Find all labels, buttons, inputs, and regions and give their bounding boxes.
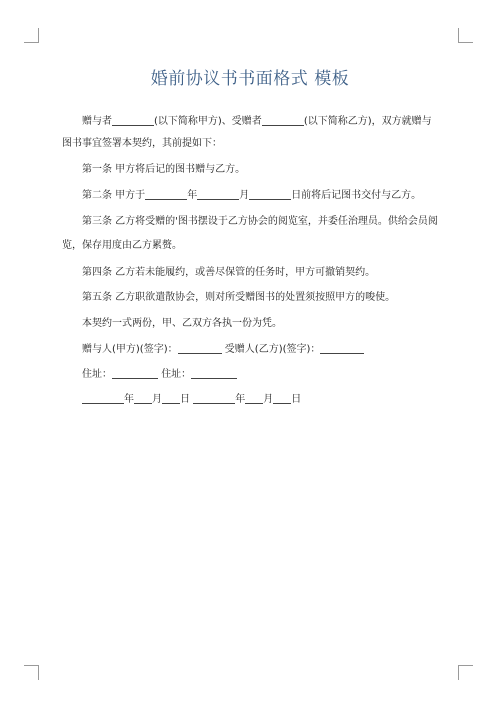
document-title: 婚前协议书书面格式 模板 xyxy=(150,69,350,89)
page-corner-mark-bottom-right xyxy=(458,665,473,680)
page-corner-mark-top-left xyxy=(24,28,39,43)
receiver-month-label: 月 xyxy=(263,394,274,405)
preamble-line-2: 图书事宜签署本契约，其前提如下： xyxy=(62,138,222,149)
giver-address-blank[interactable] xyxy=(112,368,158,379)
page-corner-mark-top-right xyxy=(458,28,473,43)
receiver-day-label: 日 xyxy=(291,394,302,405)
article-2 xyxy=(82,189,421,202)
receiver-address-label: 住址： xyxy=(161,369,192,380)
article-4: 第四条 乙方若未能履约，或善尽保管的任务时，甲方可撤销契约。 xyxy=(82,267,376,278)
article-2-year-label: 年 xyxy=(187,190,198,201)
giver-label: 赠与者 xyxy=(82,116,112,127)
delivery-day-blank[interactable] xyxy=(249,189,291,200)
receiver-address-blank[interactable] xyxy=(191,368,237,379)
giver-year-blank[interactable] xyxy=(82,393,124,404)
receiver-name-blank[interactable] xyxy=(262,115,304,126)
giver-address-label: 住址： xyxy=(82,369,112,380)
copies-statement: 本契约一式两份，甲、乙双方各执一份为凭。 xyxy=(82,318,282,329)
receiver-year-blank[interactable] xyxy=(193,393,235,404)
delivery-month-blank[interactable] xyxy=(197,189,239,200)
address-line xyxy=(82,368,237,381)
receiver-signature-label: 受赠人(乙方)(签字)： xyxy=(224,344,321,355)
article-3-line-1: 第三条 乙方将受赠的'图书摆设于乙方协会的阅览室，并委任治理员。供给会员阅 xyxy=(82,216,438,227)
preamble-line-1 xyxy=(82,115,432,128)
signature-line xyxy=(82,343,364,356)
article-1: 第一条 甲方将后记的图书赠与乙方。 xyxy=(82,164,246,175)
page-corner-mark-bottom-left xyxy=(24,665,39,680)
giver-day-label: 日 xyxy=(180,394,190,405)
giver-year-label: 年 xyxy=(124,394,134,405)
giver-signature-blank[interactable] xyxy=(178,343,222,354)
article-2-text-a: 第二条 甲方于 xyxy=(82,190,146,201)
giver-day-blank[interactable] xyxy=(162,393,180,404)
article-3-line-2: 览，保存用度由乙方累赘。 xyxy=(62,240,182,251)
article-5: 第五条 乙方职欲遣散协会，则对所受赠图书的处置须按照甲方的唆使。 xyxy=(82,292,396,303)
giver-name-blank[interactable] xyxy=(112,115,154,126)
article-2-text-b: 日前将后记图书交付与乙方。 xyxy=(291,190,422,201)
giver-month-label: 月 xyxy=(152,394,162,405)
giver-signature-label: 赠与人(甲方)(签字)： xyxy=(82,344,178,355)
receiver-year-label: 年 xyxy=(235,394,246,405)
receiver-month-blank[interactable] xyxy=(245,393,263,404)
receiver-day-blank[interactable] xyxy=(273,393,291,404)
date-line xyxy=(82,393,301,406)
preamble-text-a: (以下简称甲方)、受赠者 xyxy=(154,116,262,127)
delivery-year-blank[interactable] xyxy=(145,189,187,200)
preamble-text-b: (以下简称乙方)，双方就赠与 xyxy=(303,116,432,127)
receiver-signature-blank[interactable] xyxy=(320,343,364,354)
article-2-month-label: 月 xyxy=(239,190,250,201)
giver-month-blank[interactable] xyxy=(134,393,152,404)
